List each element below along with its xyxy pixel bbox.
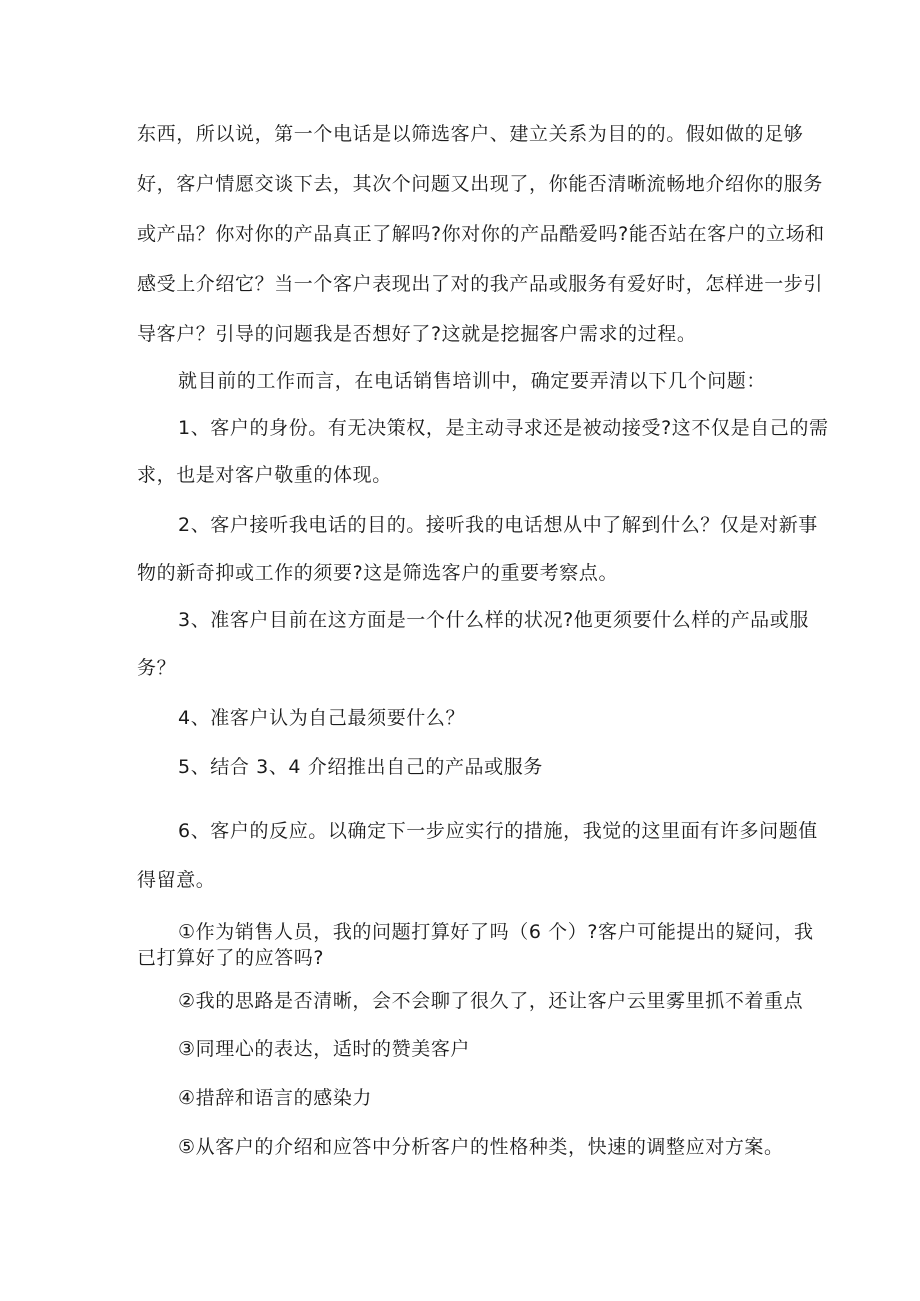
sub-item-1: ①作为销售人员，我的问题打算好了吗（6 个）?客户可能提出的疑问，我 (178, 921, 814, 943)
sub-item-4: ④措辞和语言的感染力 (178, 1087, 373, 1109)
list-item-5: 5、结合 3、4 介绍推出自己的产品或服务 (178, 756, 543, 778)
paragraph-line: 好，客户情愿交谈下去，其次个问题又出现了，你能否清晰流畅地介绍你的服务 (137, 173, 824, 195)
list-item-4: 4、准客户认为自己最须要什么？ (178, 707, 466, 729)
list-item-1: 1、客户的身份。有无决策权，是主动寻求还是被动接受?这不仅是自己的需 (178, 417, 829, 439)
list-item-1-continued: 求，也是对客户敬重的体现。 (137, 464, 392, 486)
lead-paragraph: 就目前的工作而言，在电话销售培训中，确定要弄清以下几个问题： (178, 370, 767, 392)
list-item-6: 6、客户的反应。以确定下一步应实行的措施，我觉的这里面有许多问题值 (178, 820, 818, 842)
paragraph-line: 东西，所以说，第一个电话是以筛选客户、建立关系为目的的。假如做的足够 (137, 123, 804, 145)
list-item-6-continued: 得留意。 (137, 869, 216, 891)
list-item-2-continued: 物的新奇抑或工作的须要?这是筛选客户的重要考察点。 (137, 562, 619, 584)
sub-item-5: ⑤从客户的介绍和应答中分析客户的性格种类，快速的调整应对方案。 (178, 1136, 784, 1158)
list-item-3-continued: 务？ (137, 657, 177, 679)
sub-item-2: ②我的思路是否清晰，会不会聊了很久了，还让客户云里雾里抓不着重点 (178, 990, 804, 1012)
sub-item-1-continued: 已打算好了的应答吗? (137, 947, 325, 969)
sub-item-3: ③同理心的表达，适时的赞美客户 (178, 1038, 471, 1060)
paragraph-line: 导客户？引导的问题我是否想好了?这就是挖掘客户需求的过程。 (137, 323, 697, 345)
paragraph-line: 感受上介绍它？当一个客户表现出了对的我产品或服务有爱好时，怎样进一步引 (137, 273, 824, 295)
list-item-3: 3、准客户目前在这方面是一个什么样的状况?他更须要什么样的产品或服 (178, 609, 809, 631)
paragraph-line: 或产品？你对你的产品真正了解吗?你对你的产品酷爱吗?能否站在客户的立场和 (137, 223, 825, 245)
list-item-2: 2、客户接听我电话的目的。接听我的电话想从中了解到什么？仅是对新事 (178, 514, 818, 536)
